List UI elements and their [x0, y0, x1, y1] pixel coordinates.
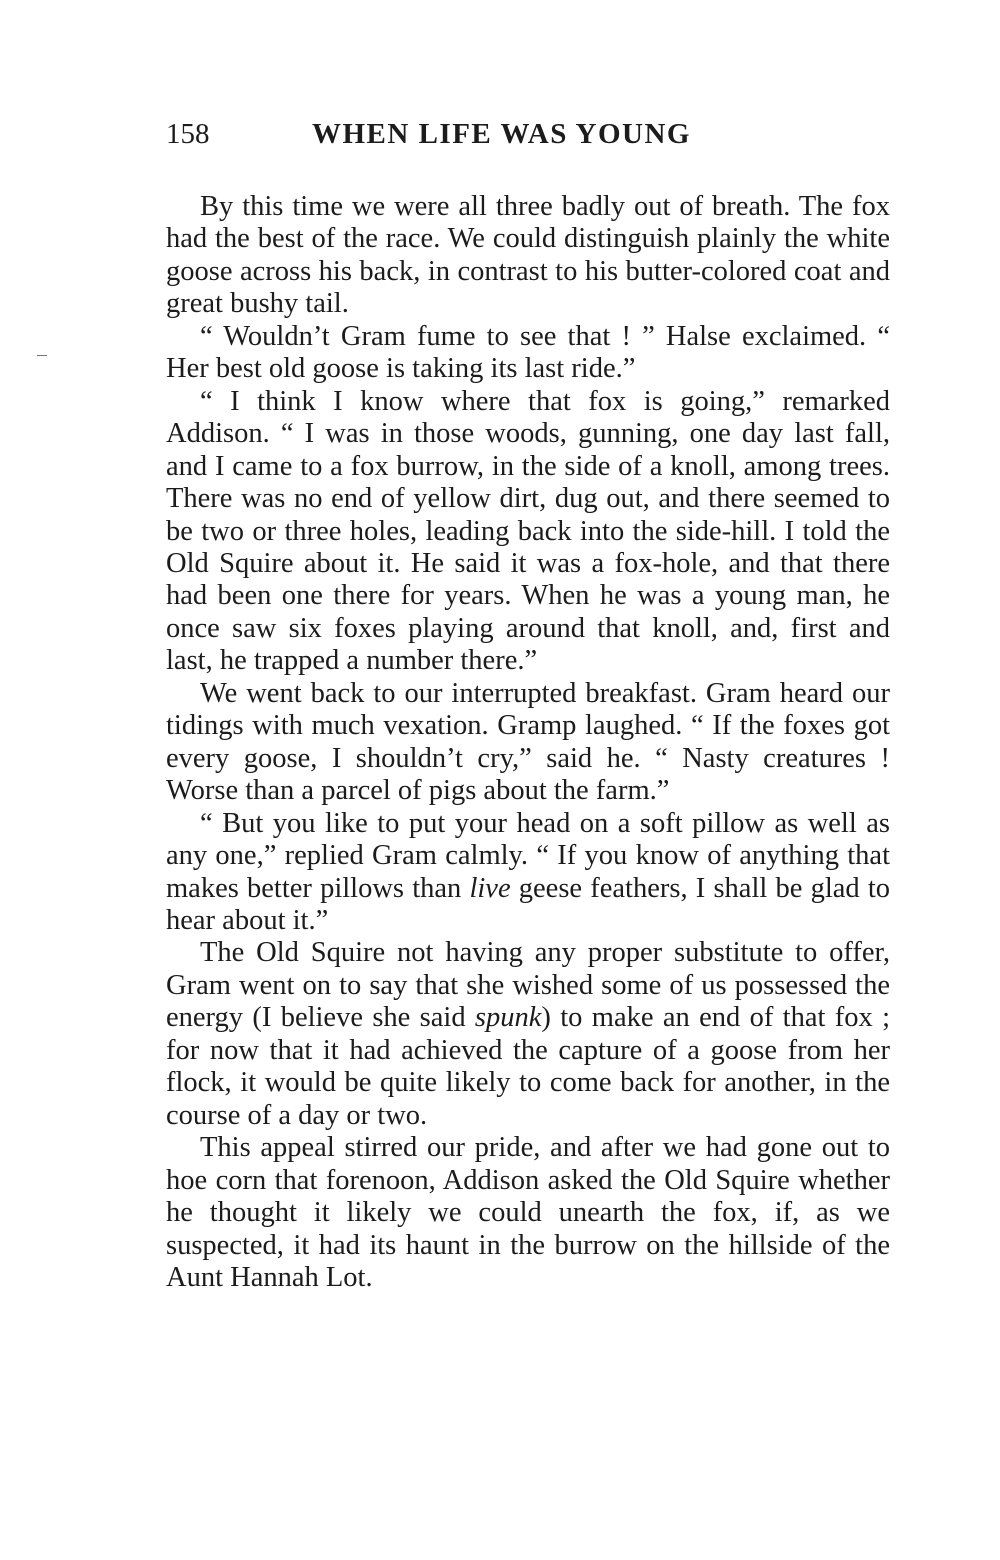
paragraph-pillow-before: “ But you like to put your head on a soft pillow as well as any one,” replied Gram calmly. “ If you know of anything that makes better pillows than	[166, 807, 890, 904]
paragraph-appeal: This appeal stirred our pride, and after we had gone out to hoe corn that forenoon, Addison asked the Old Squire whether he thought it likely we could unearth the fox, if, as we suspected, it had its haunt in the burrow on the hillside of the Aunt Hannah Lot.	[166, 1132, 890, 1293]
paragraph-halse: “ Wouldn’t Gram fume to see that ! ” Halse exclaimed. “ Her best old goose is taking its last ride.”	[166, 320, 890, 385]
paragraph-addison-burrow: “ I think I know where that fox is going,” remarked Addison. “ I was in those woods, gunning, one day last fall, and I came to a fox burrow, in the side of a knoll, among trees. There was no end of yellow dirt, dug out, and there seemed to be two or three holes, leading back into the side-hill. I told the Old Squire about it. He said it was a fox-hole, and that there had been one there for years. When he was a young man, he once saw six foxes playing around that knoll, and, first and last, he trapped a number there.”	[166, 385, 890, 677]
running-header	[166, 114, 746, 154]
running-title: WHEN LIFE WAS YOUNG	[312, 118, 691, 150]
emphasis-spunk: spunk	[474, 1002, 542, 1034]
emphasis-live: live	[469, 872, 511, 904]
margin-mark	[37, 355, 47, 356]
paragraph-substitute-after: ) to make an end of that fox ; for now that it had achieved the capture of a goose from her flock, it would be quite likely to come back for another, in the course of a day or two.	[166, 1002, 890, 1131]
paragraph-pillow	[166, 808, 890, 938]
paragraph-substitute	[166, 937, 890, 1132]
paragraph-substitute-before: The Old Squire not having any proper substitute to offer, Gram went on to say that she wished some of us possessed the energy (I believe she said	[166, 937, 890, 1034]
paragraph-breakfast: We went back to our interrupted breakfast. Gram heard our tidings with much vexation. Gramp laughed. “ If the foxes got every goose, I shouldn’t cry,” said he. “ Nasty creatures ! Worse than a parcel of pigs about the farm.”	[166, 677, 890, 807]
paragraph-breath: By this time we were all three badly out of breath. The fox had the best of the race. We could distinguish plainly the white goose across his back, in contrast to his butter-colored coat and great bushy tail.	[166, 191, 890, 320]
page-number: 158	[166, 118, 210, 150]
body-text	[166, 191, 890, 1294]
paragraph-pillow-after: geese feathers, I shall be glad to hear about it.”	[166, 872, 890, 936]
